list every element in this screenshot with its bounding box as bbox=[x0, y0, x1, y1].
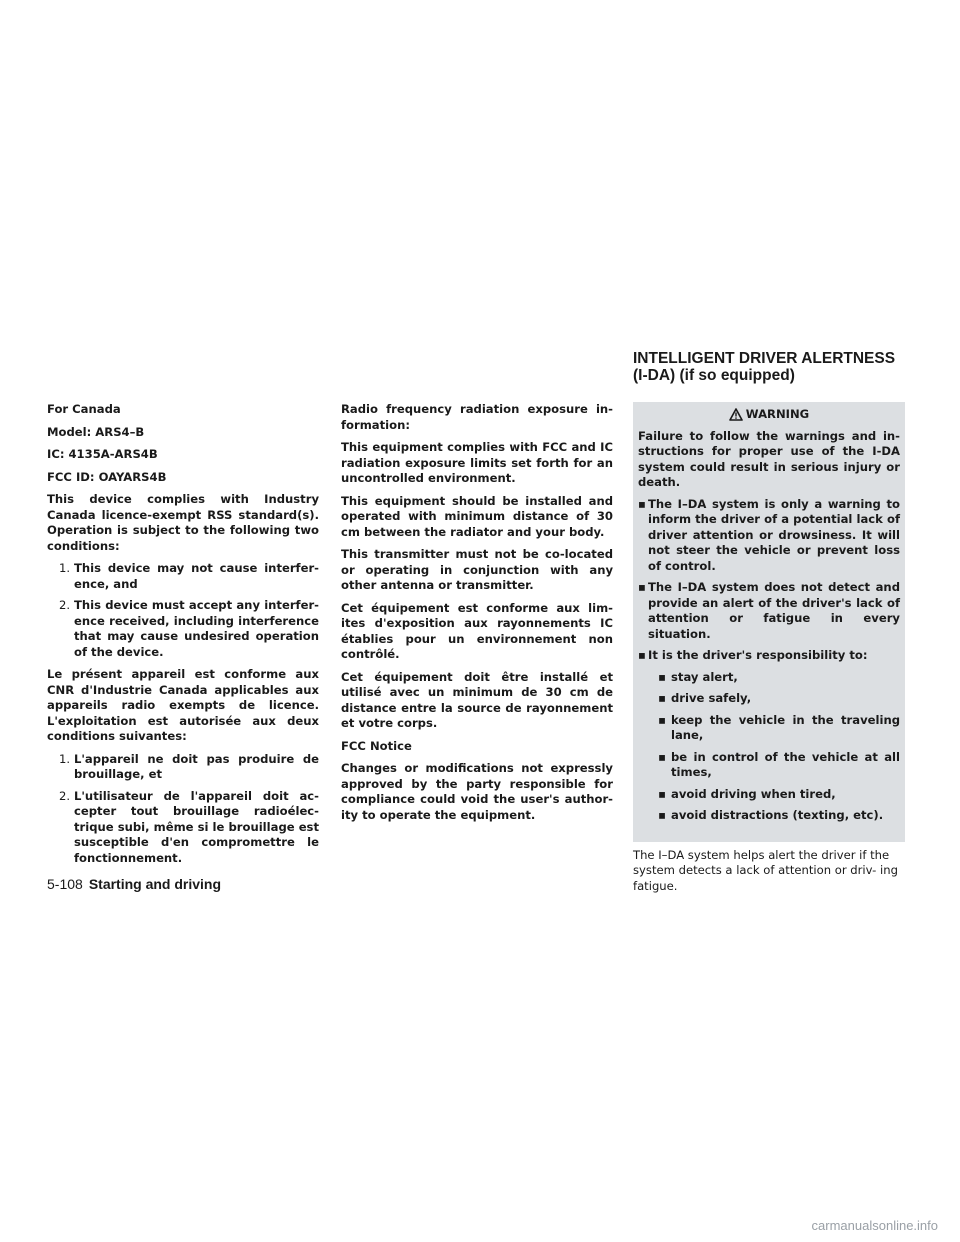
chapter-title: Starting and driving bbox=[88, 876, 222, 892]
list-item bbox=[648, 808, 900, 824]
list-item bbox=[648, 713, 900, 744]
list-item bbox=[648, 670, 900, 686]
list-number: 2. bbox=[58, 788, 70, 803]
list-number: 1. bbox=[58, 561, 70, 575]
list-item bbox=[47, 752, 319, 783]
page-footer bbox=[47, 876, 221, 892]
model-line: Model: ARS4–B bbox=[47, 424, 145, 439]
watermark: carmanualsonline.info bbox=[811, 1218, 938, 1233]
list-item bbox=[638, 648, 900, 830]
conditions-list-en bbox=[47, 561, 319, 660]
sub-bullet-text: keep the vehicle in the traveling lane, bbox=[671, 712, 900, 742]
rf-paragraph-fr: Cet équipement doit être installé et utilisé avec un minimum de 30 cm de distance entre la source de rayonnement et votre corps. bbox=[341, 669, 613, 730]
bullet-mark: ▪ bbox=[638, 648, 646, 662]
list-item bbox=[648, 691, 900, 707]
warning-triangle-icon bbox=[729, 408, 743, 421]
rf-paragraph: This equipment complies with FCC and IC radiation exposure limits set forth for an uncontrolled environment. bbox=[341, 440, 613, 485]
section-heading bbox=[633, 350, 933, 384]
list-text: L'appareil ne doit pas produire de brouillage, et bbox=[74, 751, 319, 781]
fcc-notice-heading: FCC Notice bbox=[341, 738, 412, 753]
sub-bullet-text: drive safely, bbox=[671, 691, 752, 705]
ic-line: IC: 4135A-ARS4B bbox=[47, 447, 158, 461]
list-text: This device must accept any interfer- ence received, including interference that may cause undesired operation of the device. bbox=[74, 598, 319, 659]
bullet-mark: ▪ bbox=[658, 749, 666, 764]
section-heading-line1: INTELLIGENT DRIVER ALERTNESS bbox=[633, 350, 896, 367]
responsibility-list bbox=[648, 670, 900, 824]
warning-label: WARNING bbox=[745, 407, 810, 421]
industry-canada-statement-fr: Le présent appareil est conforme aux CNR d'Industrie Canada applicables aux appareils radio exempts de licence. L'exploitation est autorisée aux deux conditions suivantes: bbox=[47, 667, 319, 743]
rf-paragraph: This transmitter must not be co-located or operating in conjunction with any other antenna or transmitter. bbox=[341, 547, 613, 592]
industry-canada-statement: This device complies with Industry Canada licence-exempt RSS standard(s). Operation is subject to the following two conditions: bbox=[47, 492, 319, 553]
column-right bbox=[633, 402, 905, 901]
list-item bbox=[638, 497, 900, 575]
list-item bbox=[638, 580, 900, 642]
list-text: This device may not cause interfer- ence, and bbox=[74, 561, 319, 591]
bullet-mark: ▪ bbox=[638, 580, 646, 594]
bullet-mark: ▪ bbox=[658, 786, 666, 801]
page-number: 5-108 bbox=[47, 876, 83, 892]
column-middle bbox=[341, 402, 613, 830]
bullet-mark: ▪ bbox=[638, 496, 646, 511]
canada-heading: For Canada bbox=[47, 402, 121, 416]
sub-bullet-text: avoid distractions (texting, etc). bbox=[671, 808, 884, 822]
bullet-mark: ▪ bbox=[658, 691, 666, 705]
ida-description: The I–DA system helps alert the driver if the system detects a lack of attention or driv- ing fatigue. bbox=[633, 847, 898, 893]
rf-paragraph-fr: Cet équipement est conforme aux lim- ites d'exposition aux rayonnements IC établies pour un environnement non contrôlé. bbox=[341, 600, 613, 661]
list-number: 2. bbox=[58, 598, 70, 612]
sub-bullet-text: be in control of the vehicle at all times, bbox=[671, 749, 900, 779]
list-item bbox=[648, 750, 900, 781]
column-left bbox=[47, 402, 319, 873]
rf-exposure-heading: Radio frequency radiation exposure in- formation: bbox=[341, 402, 613, 432]
list-item bbox=[47, 598, 319, 660]
conditions-list-fr bbox=[47, 752, 319, 867]
list-number: 1. bbox=[58, 751, 70, 766]
list-item bbox=[47, 789, 319, 867]
bullet-mark: ▪ bbox=[658, 712, 666, 727]
warning-title bbox=[638, 407, 900, 423]
sub-bullet-text: stay alert, bbox=[671, 669, 738, 684]
rf-paragraph: This equipment should be installed and operated with minimum distance of 30 cm between the radiator and your body. bbox=[341, 493, 613, 539]
fcc-id-line: FCC ID: OAYARS4B bbox=[47, 469, 167, 484]
warning-box bbox=[633, 402, 905, 842]
bullet-text: The I–DA system is only a warning to inform the driver of a potential lack of driver attention or drowsiness. It will not steer the vehicle or prevent loss of control. bbox=[648, 496, 900, 573]
sub-bullet-text: avoid driving when tired, bbox=[671, 786, 836, 801]
warning-intro: Failure to follow the warnings and in- structions for proper use of the I-DA system could result in serious injury or death. bbox=[638, 428, 900, 489]
section-heading-line2: (I-DA) (if so equipped) bbox=[633, 367, 795, 384]
bullet-text: The I–DA system does not detect and provide an alert of the driver's lack of attention or fatigue in every situation. bbox=[648, 580, 900, 641]
list-item bbox=[47, 561, 319, 592]
list-item bbox=[648, 787, 900, 803]
fcc-notice-text: Changes or modifications not expressly approved by the party responsible for compliance could void the user's author- ity to operate the equipment. bbox=[341, 761, 613, 822]
bullet-mark: ▪ bbox=[658, 669, 666, 684]
bullet-mark: ▪ bbox=[658, 808, 666, 822]
list-text: L'utilisateur de l'appareil doit ac- cepter tout brouillage radioélec- trique subi, même si le brouillage est susceptible d'en compromettre le fonctionnement. bbox=[74, 788, 319, 865]
bullet-text: It is the driver's responsibility to: bbox=[648, 648, 868, 662]
warning-bullets bbox=[638, 497, 900, 830]
